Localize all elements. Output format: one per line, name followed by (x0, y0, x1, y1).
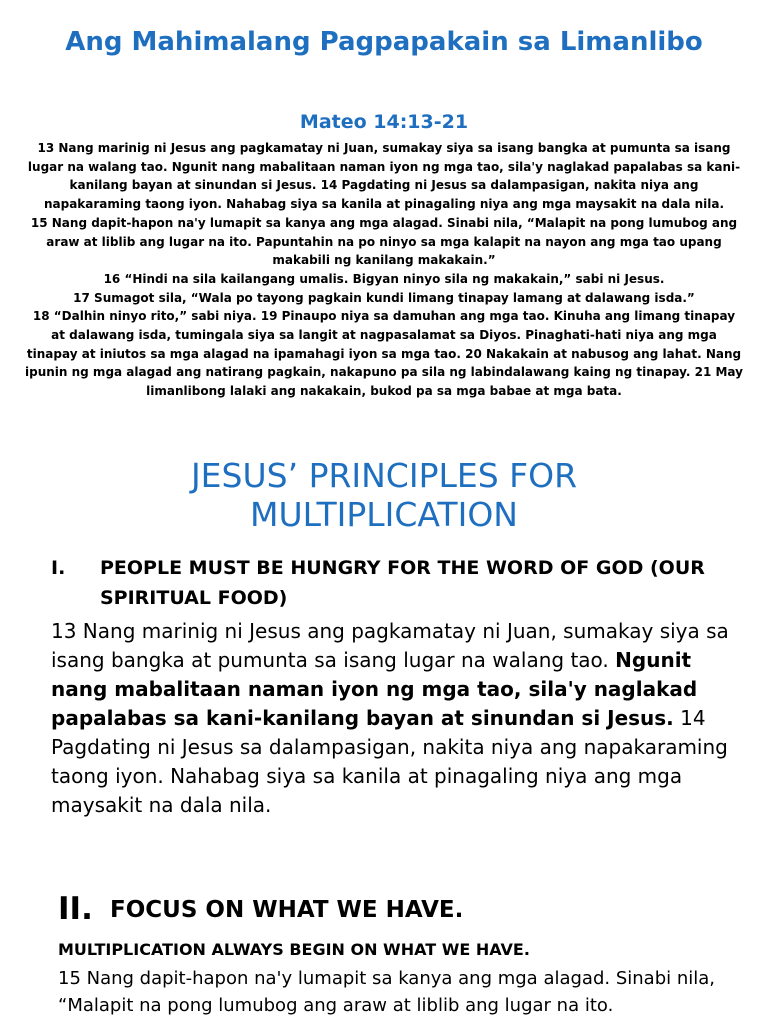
passage-paragraph: 18 “Dalhin ninyo rito,” sabi niya. 19 Pinaupo niya sa damuhan ang mga tao. Kinuha ang limang tinapay at dalawang isda, tumingala siya sa langit at nagpasalamat sa Diyos. Pinaghati-hati niya ang mga tinapay at iniutos sa mga alagad na ipamahagi iyon sa mga tao. 20 Nakakain at nabusog ang lahat. Nang ipunin ng mga alagad ang natirang pagkain, nakapuno pa sila ng labindalawang kaing ng tinapay. 21 May limanlibong lalaki ang nakakain, bukod pa sa mga babae at mga bata. (25, 309, 743, 399)
point-numeral: I. (51, 557, 66, 579)
passage-paragraph: 13 Nang marinig ni Jesus ang pagkamatay ni Juan, sumakay siya sa isang bangka at pumunta sa isang lugar na walang tao. Ngunit nang mabalitaan naman iyon ng mga tao, sila'y naglakad papalabas sa kani-kanilang bayan at sinundan si Jesus. 14 Pagdating ni Jesus sa dalampasigan, nakita niya ang napakaraming taong iyon. Nahabag siya sa kanila at pinagaling niya ang mga maysakit na dala nila. (27, 141, 741, 212)
point-body (51, 617, 741, 820)
passage-paragraph: 15 Nang dapit-hapon na'y lumapit sa kanya ang mga alagad. Sinabi nila, “Malapit na pong lumubog ang araw at liblib ang lugar na ito. Papuntahin na po ninyo sa mga kalapit na nayon ang mga tao upang makabili ng kanilang makakain.” (30, 215, 738, 268)
passage-paragraph: 16 “Hindi na sila kailangang umalis. Bigyan ninyo sila ng makakain,” sabi ni Jesus. (103, 271, 665, 286)
body-text: 13 Nang marinig ni Jesus ang pagkamatay ni Juan, sumakay siya sa isang bangka at pumunta sa isang lugar na walang tao. (51, 619, 729, 672)
point-body: 15 Nang dapit-hapon na'y lumapit sa kanya ang mga alagad. Sinabi nila, “Malapit na pong lumubog ang araw at liblib ang lugar na ito. (58, 968, 715, 1016)
point-heading: FOCUS ON WHAT WE HAVE. (110, 897, 464, 923)
page-title: Ang Mahimalang Pagpapakain sa Limanlibo (65, 27, 703, 57)
point-subheading: MULTIPLICATION ALWAYS BEGIN ON WHAT WE HAVE. (58, 940, 530, 959)
body-text: 14 Pagdating ni Jesus sa dalampasigan, nakita niya ang napakaraming taong iyon. Nahabag siya sa kanila at pinagaling niya ang mga maysakit na dala nila. (51, 706, 728, 817)
scripture-reference: Mateo 14:13-21 (299, 111, 469, 133)
passage-text (24, 139, 744, 401)
point-heading: PEOPLE MUST BE HUNGRY FOR THE WORD OF GOD (OUR SPIRITUAL FOOD) (100, 557, 705, 609)
point-numeral: II. (58, 891, 93, 927)
section-title: JESUS’ PRINCIPLES FOR MULTIPLICATION (190, 456, 578, 534)
passage-paragraph: 17 Sumagot sila, “Wala po tayong pagkain kundi limang tinapay lamang at dalawang isda.” (73, 290, 695, 305)
body-emphasis: Ngunit nang mabalitaan naman iyon ng mga tao, sila'y naglakad papalabas sa kani-kanilang bayan at sinundan si Jesus. (51, 648, 698, 730)
